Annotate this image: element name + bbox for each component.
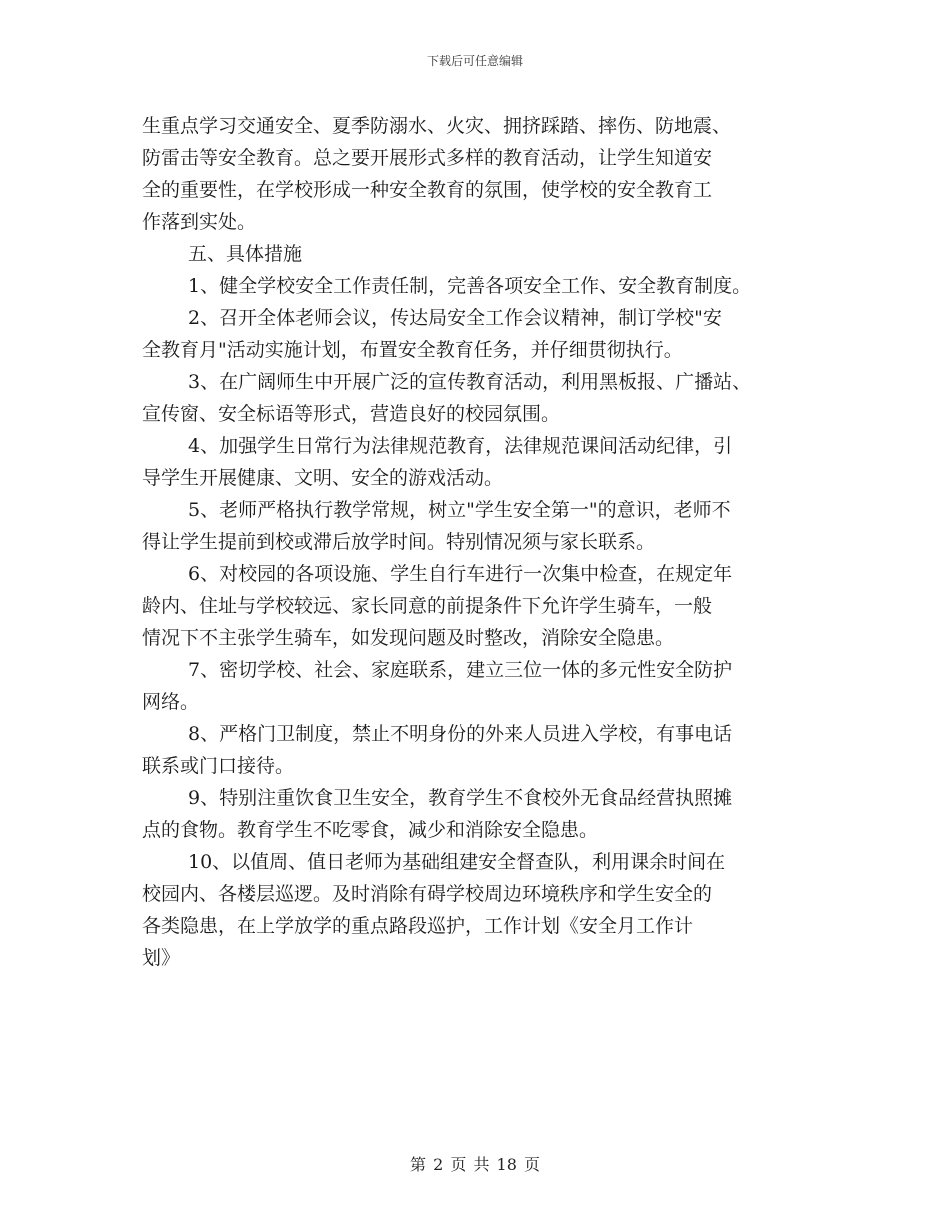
text-line: 生重点学习交通安全、夏季防溺水、火灾、拥挤踩踏、摔伤、防地震、 (142, 115, 732, 137)
text-line: 6、对校园的各项设施、学生自行车进行一次集中检查，在规定年 (188, 563, 733, 585)
page-number-footer: 第 2 页 共 18 页 (410, 1155, 540, 1174)
text-line: 5、老师严格执行教学常规，树立"学生安全第一"的意识，老师不 (188, 499, 731, 521)
document-body (142, 110, 832, 974)
text-line: 点的食物。教育学生不吃零食，减少和消除安全隐患。 (142, 819, 599, 841)
text-line: 8、严格门卫制度，禁止不明身份的外来人员进入学校，有事电话 (188, 723, 733, 745)
text-line: 2、召开全体老师会议，传达局安全工作会议精神，制订学校"安 (188, 307, 722, 329)
text-line: 7、密切学校、社会、家庭联系，建立三位一体的多元性安全防护 (188, 659, 733, 681)
text-line: 全教育月"活动实施计划，布置安全教育任务，并仔细贯彻执行。 (142, 339, 683, 361)
text-line: 得让学生提前到校或滞后放学时间。特别情况须与家长联系。 (142, 531, 656, 553)
text-line: 作落到实处。 (142, 211, 257, 233)
text-line: 校园内、各楼层巡逻。及时消除有碍学校周边环境秩序和学生安全的 (142, 883, 713, 905)
page-header: 下载后可任意编辑 (426, 54, 523, 68)
text-line: 情况下不主张学生骑车，如发现问题及时整改，消除安全隐患。 (142, 627, 675, 649)
text-line: 各类隐患，在上学放学的重点路段巡护，工作计划《安全月工作计 (142, 915, 694, 937)
text-line: 10、以值周、值日老师为基础组建安全督查队，利用课余时间在 (188, 851, 726, 873)
text-line: 3、在广阔师生中开展广泛的宣传教育活动，利用黑板报、广播站、 (188, 371, 752, 393)
text-line: 网络。 (142, 691, 200, 713)
text-line: 划》 (142, 947, 181, 969)
text-line: 宣传窗、安全标语等形式，营造良好的校园氛围。 (142, 403, 561, 425)
text-line: 防雷击等安全教育。总之要开展形式多样的教育活动，让学生知道安 (142, 147, 713, 169)
text-line: 4、加强学生日常行为法律规范教育，法律规范课间活动纪律，引 (188, 435, 733, 457)
text-line: 1、健全学校安全工作责任制，完善各项安全工作、安全教育制度。 (188, 275, 752, 297)
text-line: 导学生开展健康、文明、安全的游戏活动。 (142, 467, 504, 489)
text-line: 联系或门口接待。 (142, 755, 295, 777)
text-line: 全的重要性，在学校形成一种安全教育的氛围，使学校的安全教育工 (142, 179, 713, 201)
text-line: 龄内、住址与学校较远、家长同意的前提条件下允许学生骑车，一般 (142, 595, 713, 617)
section-heading: 五、具体措施 (188, 243, 303, 265)
text-line: 9、特别注重饮食卫生安全，教育学生不食校外无食品经营执照摊 (188, 787, 733, 809)
